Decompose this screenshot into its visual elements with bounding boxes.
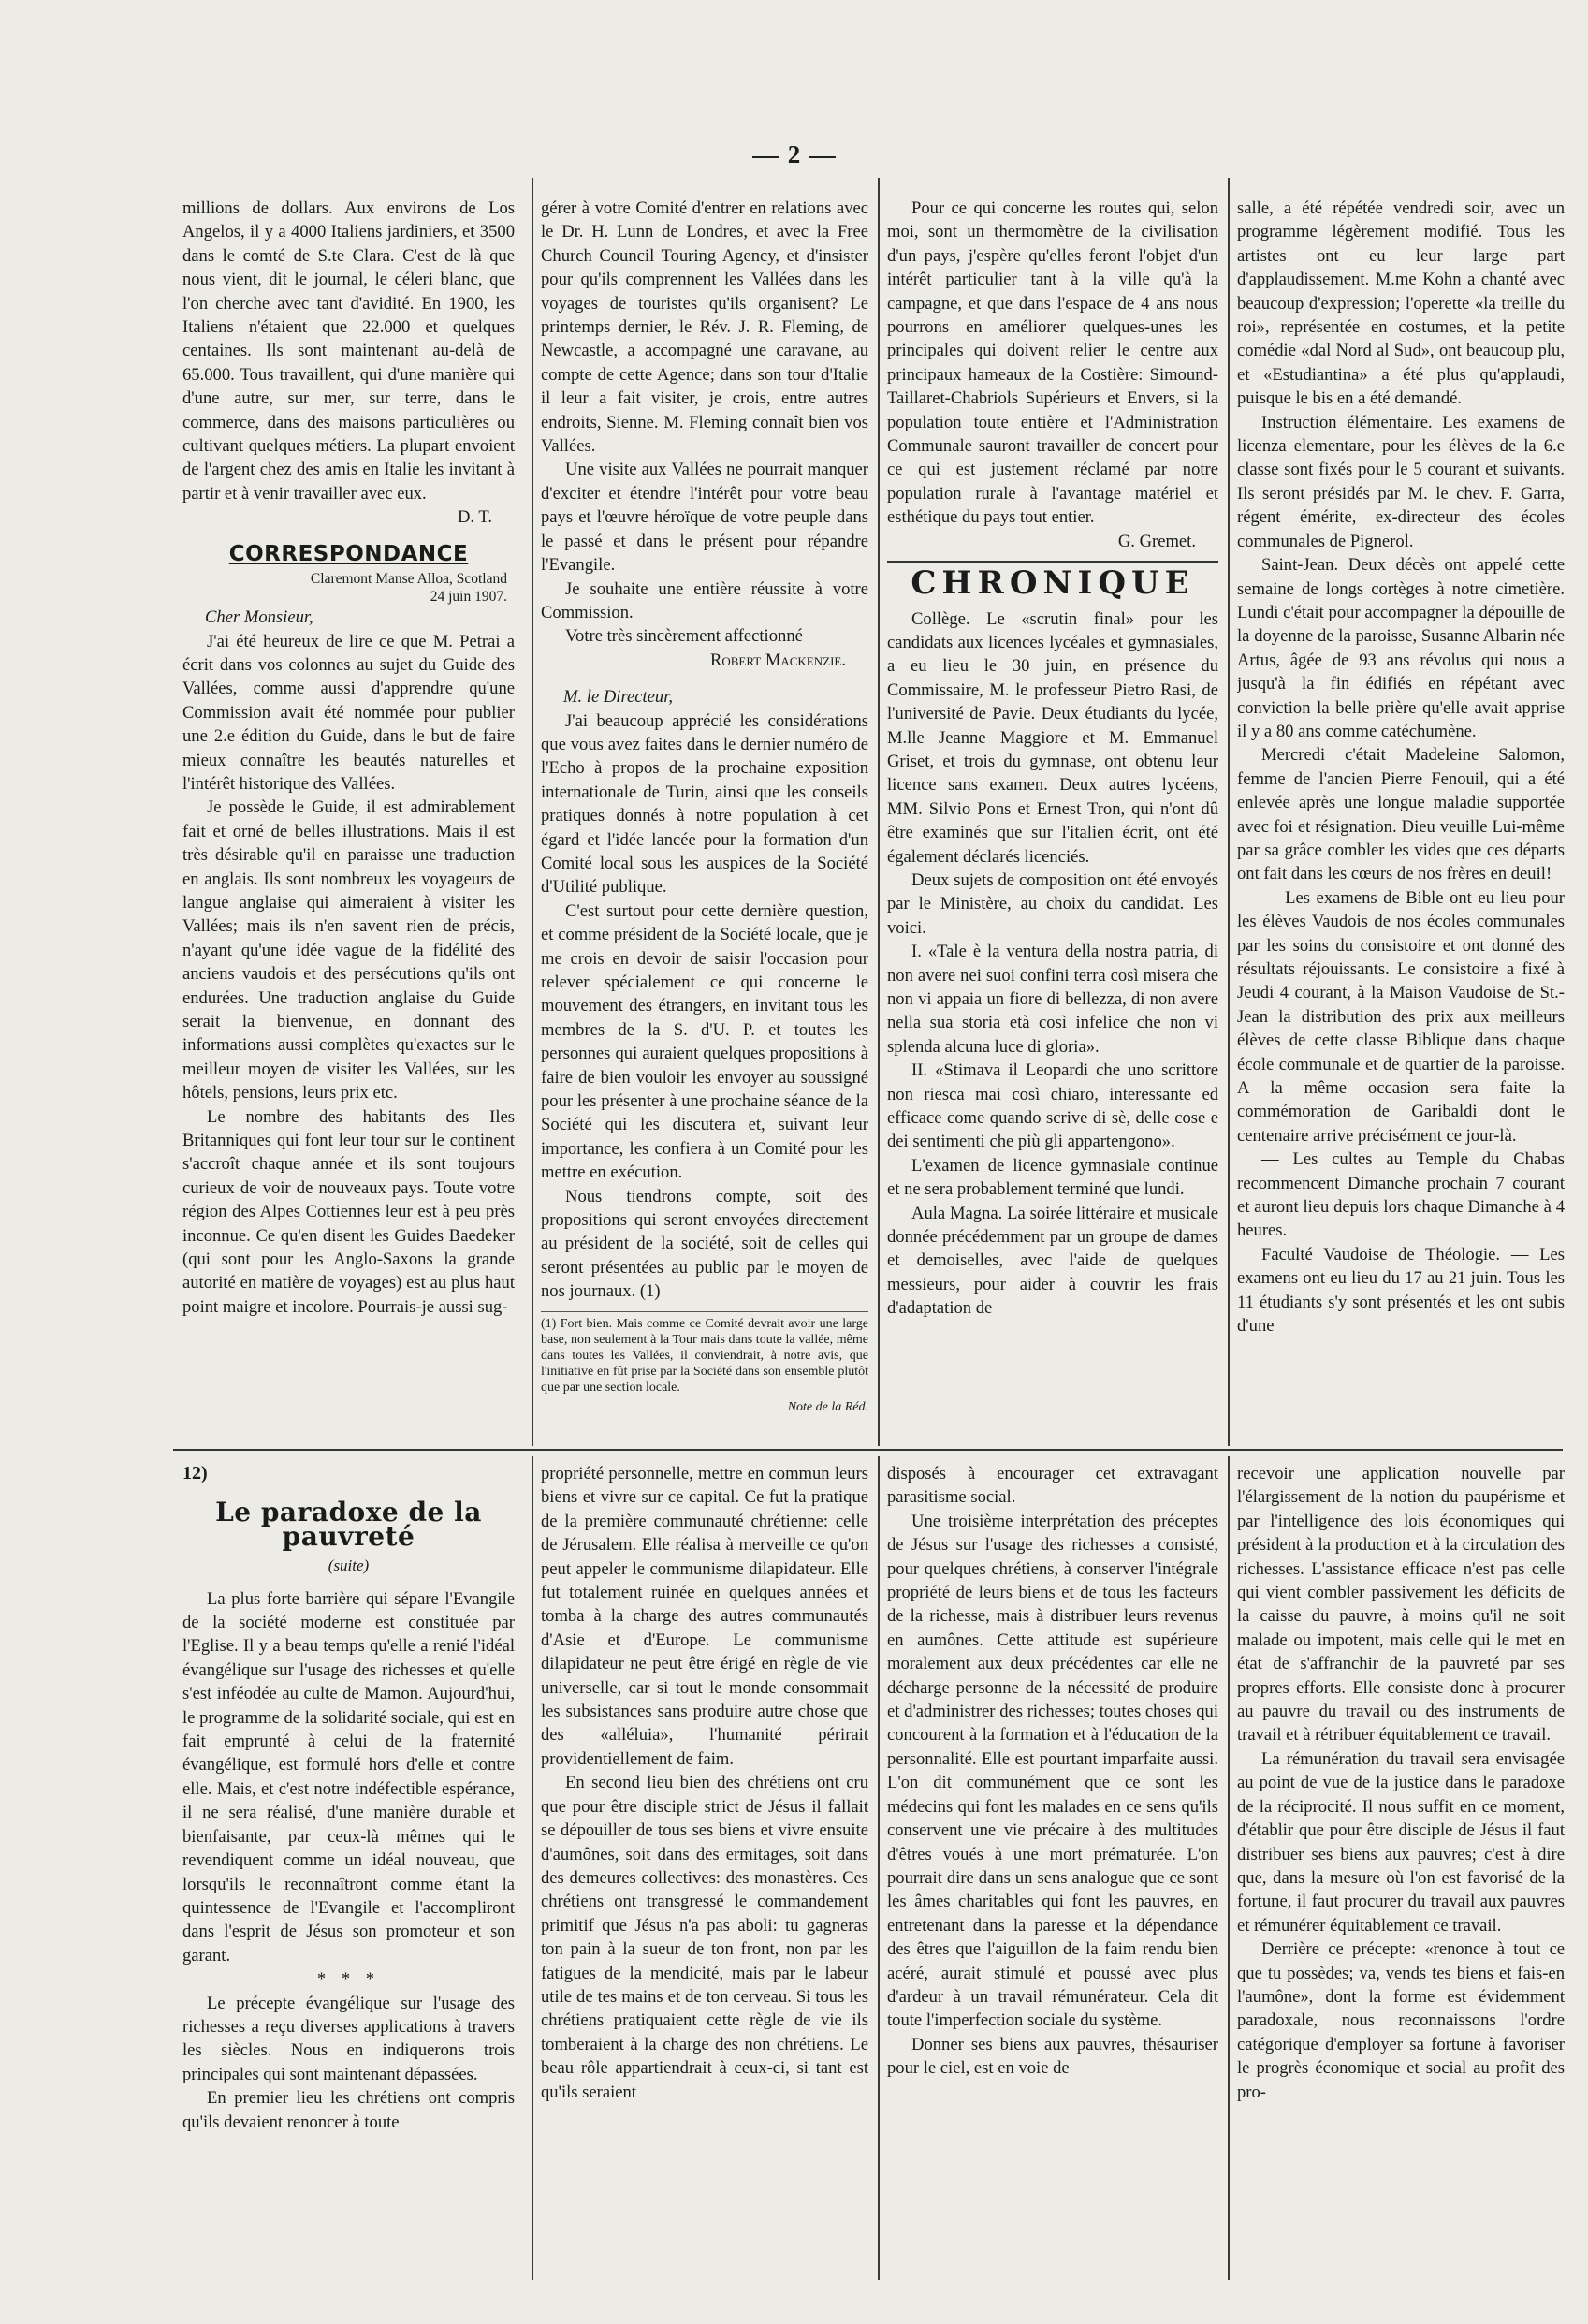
bottom-column-1: [182, 1462, 515, 2267]
serial-paragraph: Derrière ce précepte: «renonce à tout ce que tu possèdes; va, vends tes biens et fais-en l'aumône», dont la forme est évidemment paradoxale, nous reconnaissons l'ordre catégorique d'employer sa fortune à favoriser le progrès économique et social au profit des pro-: [1237, 1939, 1565, 2102]
serial-paragraph: En second lieu bien des chrétiens ont cru que pour être disciple strict de Jésus il fallait se dépouiller de tous ses biens et vivre ensuite d'aumônes, soit dans des ermitages, soit dans des demeures collectives: des monastères. Ces chrétiens ont transgressé le commandement primitif que Jésus n'a pas aboli: tu gagneras ton pain à la sueur de ton front, non par les fatigues de la mendicité, mais par le labeur utile de tes mains et de ton cerveau. Si tous les chrétiens pratiquaient cette règle de vie ils tomberaient à la charge des non chrétiens. Le beau rôle appartiendrait à ceux-ci, si tant est qu'ils seraient: [541, 1773, 868, 2102]
news-item: Instruction élémentaire. Les examens de licenza elementare, pour les élèves de la 6.e classe sont fixés pour le 5 courant et suivants. Ils seront présidés par M. le chev. F. Garra, régent émérite, ex-directeur des écoles communales de Pignerol.: [1237, 412, 1565, 551]
letter-paragraph: gérer à votre Comité d'entrer en relations avec le Dr. H. Lunn de Londres, et avec la Free Church Council Touring Agency, et d'insister pour qu'ils comprennent les Vallées dans les voyages de touristes qu'ils organisent? Le printemps dernier, le Rév. J. R. Fleming, de Newcastle, a accompagné une caravane, au compte de cette Agence; dans son tour d'Italie il leur a fait visiter, je crois, entre autres endroits, Sienne. M. Fleming connaît bien vos Vallées.: [541, 198, 868, 457]
letter-paragraph: Le nombre des habitants des Iles Britanniques qui font leur tour sur le continent s'accroît chaque année et ils sont toujours curieux de voir de nouveaux pays. Toute votre région des Alpes Cottiennes leur est à peu près inconnue. Ce qu'en disent les Guides Baedeker (qui sont pour les Anglo-Saxons la grande autorité en matière de voyages) est au plus haut point maigre et incolore. Pourrais-je aussi sug-: [182, 1106, 515, 1317]
serial-paragraph: Donner ses biens aux pauvres, thésauriser pour le ciel, est en voie de: [887, 2034, 1218, 2079]
serial-paragraph: recevoir une application nouvelle par l'élargissement de la notion du paupérisme et par l'intelligence des lois économiques qui président à la production et à la circulation des richesses. L'assistance efficace n'est pas celle qui vient combler passivement les déficits de la caisse du pauvre, à moins qu'il ne soit malade ou impotent, mais celle qui le met en état de s'affranchir de la pauvreté par ses propres efforts. Elle consiste donc à procurer au pauvre du travail ou des instruments de travail et à rétribuer équitablement ce travail.: [1237, 1464, 1565, 1746]
news-item: L'examen de licence gymnasiale continue et ne sera probablement terminé que lundi.: [887, 1155, 1218, 1200]
news-item: II. «Stimava il Leopardi che uno scrittore non riesca mai così chiaro, interessante ed efficace come quando scrive di sè, delle cose e dei sentimenti che più gli appartengono».: [887, 1060, 1218, 1152]
letter-paragraph: Une visite aux Vallées ne pourrait manquer d'exciter et étendre l'intérêt pour votre beau pays et l'œuvre héroïque de votre peuple dans le passé et dans le présent pour répandre l'Evangile.: [541, 460, 868, 576]
bottom-column-4: [1237, 1462, 1565, 2267]
section-stars: * * *: [316, 1969, 381, 1990]
letter-closing: Votre très sincèrement affectionné: [565, 626, 803, 647]
article-tail: millions de dollars. Aux environs de Los Angelos, il y a 4000 Italiens jardiniers, et 3500 dans le comté de S.te Clara. C'est de là que nous vient, dit le journal, le céleri blanc, que l'on cherche avec tant d'avidité. En 1900, les Italiens n'étaient que 22.000 et quelques centaines. Ils sont maintenant au-delà de 65.000. Tous travaillent, qui d'une manière qui d'une autre, sur mer, sur terre, dans le commerce, dans des maisons particulières ou cultivant quelques métiers. La plupart envoient de l'argent chez des amis en Italie les invitant à partir et à venir travailler avec eux.: [182, 198, 515, 504]
letter-paragraph: Nous tiendrons compte, soit des propositions qui seront envoyées directement au président de la société, soit de celles qui seront présentées au public par le moyen de nos journaux. (1): [541, 1186, 868, 1302]
news-item: — Les cultes au Temple du Chabas recommencent Dimanche prochain 7 courant et auront lieu depuis lors chaque Dimanche à 4 heures.: [1237, 1149, 1565, 1241]
column-rule: [1228, 178, 1230, 1446]
column-rule: [532, 1456, 533, 2280]
editor-note: Note de la Réd.: [787, 1399, 868, 1414]
news-item: Deux sujets de composition ont été envoyés par le Ministère, au choix du candidat. Les voici.: [887, 870, 1218, 938]
serial-paragraph: En premier lieu les chrétiens ont compris qu'ils devaient renoncer à toute: [182, 2088, 515, 2132]
column-rule: [1228, 1456, 1230, 2280]
letter-paragraph: Je souhaite une entière réussite à votre Commission.: [541, 578, 868, 622]
serial-paragraph: Une troisième interprétation des préceptes de Jésus sur l'usage des richesses a consisté, pour quelques chrétiens, à conserver l'intégrale propriété de leurs biens et de tous les facteurs de la richesse, mais à distribuer leurs revenus en aumônes. Cette attitude est supérieure moralement aux deux précédentes car elle ne décharge personne de la nécessité de produire et d'administrer des richesses; toutes choses qui concourent à la formation et à l'éducation de la personnalité. Elle est pourtant imparfaite aussi. L'on dit communément que ce sont les médecins qui font les malades en ce sens qu'ils conservent une vie précaire à des multitudes d'êtres voués à une mort prématurée. L'on pourrait dire dans un sens analogue que ce sont les âmes charitables qui font les pauvres, en entretenant dans la paresse et la dépendance des êtres que l'aiguillon de la faim rendu bien acéré, aurait stimulé et poussé avec plus d'ardeur à un travail rémunérateur. Cela dit toute l'imperfection sociale du système.: [887, 1511, 1218, 2031]
top-column-1: [182, 197, 515, 1441]
news-item: Collège. Le «scrutin final» pour les candidats aux licences lycéales et gymnasiales, a eu lieu le 30 juin, en présence du Commissaire, M. le professeur Pietro Rasi, de l'université de Pavie. Deux étudiants du lycée, M.lle Jeanne Maggiore et M. Emmanuel Griset, et trois du gymnase, ont obtenu leur licence sans examen. Deux autres lycéens, MM. Silvio Pons et Ernest Tron, qui n'ont dû être examinés que sur l'italien écrit, ont été également déclarés licenciés.: [887, 608, 1218, 867]
correspondance-heading: CORRESPONDANCE: [228, 541, 469, 566]
article-signature: D. T.: [457, 507, 492, 528]
bottom-column-3: [887, 1462, 1218, 2267]
letter-paragraph: C'est surtout pour cette dernière question, et comme président de la Société locale, que je me crois en devoir de saisir l'occasion pour relever spécialement ce qui concerne le mouvement des étrangers, en invitant tous les membres de la S. d'U. P. et toutes les personnes qui auraient quelques propositions à faire de bien vouloir les envoyer au soussigné pour les présenter à une prochaine séance de la Société qui les discutera et, suivant leur importance, les confiera à un Comité pour les mettre en exécution.: [541, 900, 868, 1183]
news-item: salle, a été répétée vendredi soir, avec un programme légèrement modifié. Tous les artistes ont eu leur large part d'applaudissement. M.me Kohn a chanté avec beaucoup d'expression; l'operette «la treille du roi», représentée en costumes, et la petite comédie «dal Nord al Sud», ont beaucoup plu, et «Estudiantina» a été plus qu'applaudi, puisque le bis en a été demandé.: [1237, 198, 1565, 409]
serial-paragraph: Le précepte évangélique sur l'usage des richesses a reçu diverses applications à travers les siècles. Nous en indiquerons trois principales qui sont maintenant dépassées.: [182, 1993, 515, 2084]
dateline-place: Claremont Manse Alloa, Scotland: [310, 571, 507, 588]
serial-heading: Le paradoxe de la pauvreté: [215, 1497, 482, 1552]
bottom-column-2: [541, 1462, 868, 2267]
column-rule: [878, 1456, 880, 2280]
column-rule: [532, 178, 533, 1446]
section-rule: [173, 1449, 1563, 1451]
news-item: Aula Magna. La soirée littéraire et musicale donnée précédemment par un groupe de dames et demoiselles, avec l'aide de quelques messieurs, pour aider à couvrir les frais d'adaptation de: [887, 1203, 1218, 1319]
letter-paragraph: J'ai beaucoup apprécié les considérations que vous avez faites dans le dernier numéro de l'Echo à propos de la prochaine exposition internationale de Turin, ainsi que les conseils pratiques donnés à notre population à cet égard et l'idée lancée pour la formation d'un Comité local sous les auspices de la Société d'Utilité publique.: [541, 710, 868, 898]
top-column-3: [887, 197, 1218, 1441]
page-number: 2: [0, 140, 1588, 169]
letter-salutation: M. le Directeur,: [563, 687, 674, 708]
serial-paragraph: La rémunération du travail sera envisagée au point de vue de la justice dans le paradoxe de la réciprocité. Il nous suffit en ce moment, d'établir que pour être disciple de Jésus il faut distribuer ses biens aux pauvres; c'est à dire que, dans la mesure où l'on est favorisé de la fortune, il faut procurer du travail aux pauvres et rémunérer équitablement ce travail.: [1237, 1748, 1565, 1936]
dateline-date: 24 juin 1907.: [430, 589, 507, 606]
top-column-2: [541, 197, 868, 1441]
serial-paragraph: propriété personnelle, mettre en commun leurs biens et vivre sur ce capital. Ce fut la pratique de la première communauté chrétienne: celle de Jérusalem. Elle réalisa à merveille ce qu'on peut appeler le communisme dilapidateur. Elle fut totalement ruinée en quelques années et tomba à la charge des autres communautés d'Asie et d'Europe. Le communisme dilapidateur ne peut être érigé en règle de vie universelle, car si tout le monde consommait les subsistances sans produire autre chose que des «alléluia», l'humanité périrait providentiellement de faim.: [541, 1464, 868, 1769]
letter-salutation: Cher Monsieur,: [205, 607, 313, 628]
letter-signature: G. Gremet.: [1117, 531, 1196, 551]
letter-paragraph: Je possède le Guide, il est admirablement fait et orné de belles illustrations. Mais il est très désirable qu'il en paraisse une traduction en anglais. Ils sont nombreux les voyageurs de langue anglaise qui aimeraient à visiter les Vallées; mais ils n'en savent rien de précis, n'ayant qu'une idée vague de la fidélité des anciens vaudois et des persécutions qu'ils ont endurées. Une traduction anglaise du Guide serait la bienvenue, en donnant des informations aussi complètes qu'exactes sur le meilleur moyen de visiter les Vallées, sur les hôtels, pensions, leurs prix etc.: [182, 797, 515, 1104]
serial-number: 12): [182, 1463, 208, 1484]
letter-signature: Robert Mackenzie.: [709, 650, 846, 670]
news-item: Saint-Jean. Deux décès ont appelé cette semaine de longs cortèges à notre cimetière. Lundi c'était pour accompagner la dépouille de la doyenne de la paroisse, Susanne Albarin née Artus, âgée de 93 ans révolus qui nous a jusqu'à la fin édifiés en répétant avec conviction la belle prière qu'elle avait apprise il y a 80 ans comme catéchumène.: [1237, 555, 1565, 741]
top-column-4: [1237, 197, 1565, 1441]
serial-paragraph: La plus forte barrière qui sépare l'Evangile de la société moderne est constituée par l'Eglise. Il y a beau temps qu'elle a renié l'idéal évangélique sur l'usage des richesses et qu'elle s'est inféodée au culte de Mamon. Aujourd'hui, le programme de la solidarité sociale, qui est en fait emprunté à celui de la fraternité évangélique, est formulé hors d'elle et contre elle. Mais, et c'est notre indéfectible espérance, il ne sera réalisé, d'une manière durable et bienfaisante, par ceux-là mêmes qui le revendiquent comme un idéal nouveau, que lorsqu'ils le reconnaîtront comme étant la quintessence de l'Evangile et l'accompliront dans l'esprit de Jésus son promoteur et son garant.: [182, 1588, 515, 1966]
column-rule: [878, 178, 880, 1446]
letter-paragraph: J'ai été heureux de lire ce que M. Petrai a écrit dans vos colonnes au sujet du Guide des Vallées, comme aussi d'apprendre qu'une Commission avait été nommée pour publier une 2.e édition du Guide, dans le but de faire mieux connaître les beautés naturelles et l'intérêt historique des Vallées.: [182, 631, 515, 794]
serial-paragraph: disposés à encourager cet extravagant parasitisme social.: [887, 1464, 1218, 1508]
serial-suite: (suite): [328, 1557, 370, 1575]
chronique-heading: CHRONIQUE: [911, 564, 1195, 603]
section-rule: [887, 561, 1218, 563]
letter-paragraph: Pour ce qui concerne les routes qui, selon moi, sont un thermomètre de la civilisation d'un pays, j'espère qu'elles feront l'objet d'un intérêt particulier tant à la ville qu'à la campagne, et que dans l'espace de 4 ans nous pourrons en améliorer quelques-unes les principales qui doivent relier le centre aux principaux hameaux de la Costière: Simound-Taillaret-Chabriols Supérieurs et Envers, si la population toute entière et l'Administration Communale sauront travailler de concert pour ce qui est justement réclamé par notre population rurale à l'avantage matériel et esthétique du pays tout entier.: [887, 198, 1218, 528]
footnote: (1) Fort bien. Mais comme ce Comité devrait avoir une large base, non seulement à la Tour mais dans toute la vallée, même dans toutes les Vallées, il conviendrait, à notre avis, que l'initiative en fût prise par la Société dans son ensemble plutôt que par une section locale.: [541, 1311, 868, 1396]
news-item: Faculté Vaudoise de Théologie. — Les examens ont eu lieu du 17 au 21 juin. Tous les 11 étudiants s'y sont présentés et les ont subis d'une: [1237, 1244, 1565, 1337]
news-item: I. «Tale è la ventura della nostra patria, di non avere nei suoi confini terra così misera che non vi appaia un fiore di bellezza, di non avere nella sua storia età così infelice che non vi splenda alcuna luce di gloria».: [887, 942, 1218, 1057]
news-item: Mercredi c'était Madeleine Salomon, femme de l'ancien Pierre Fenouil, qui a été enlevée après une longue maladie supportée avec foi et résignation. Dieu veuille Lui-même par sa grâce combler les vides que ces départs ont fait dans les cœurs de nos frères en deuil!: [1237, 745, 1565, 884]
news-item: — Les examens de Bible ont eu lieu pour les élèves Vaudois de nos écoles communales par les soins du consistoire et ont donné des résultats réjouissants. Le consistoire a fixé à Jeudi 4 courant, à la Maison Vaudoise de St.-Jean la distribution des prix aux meilleurs élèves de cette classe Biblique dans chaque école communale et de quartier de la paroisse. A la même occasion sera faite la commémoration de Garibaldi dont le centenaire arrive précisément ce jour-là.: [1237, 887, 1565, 1146]
